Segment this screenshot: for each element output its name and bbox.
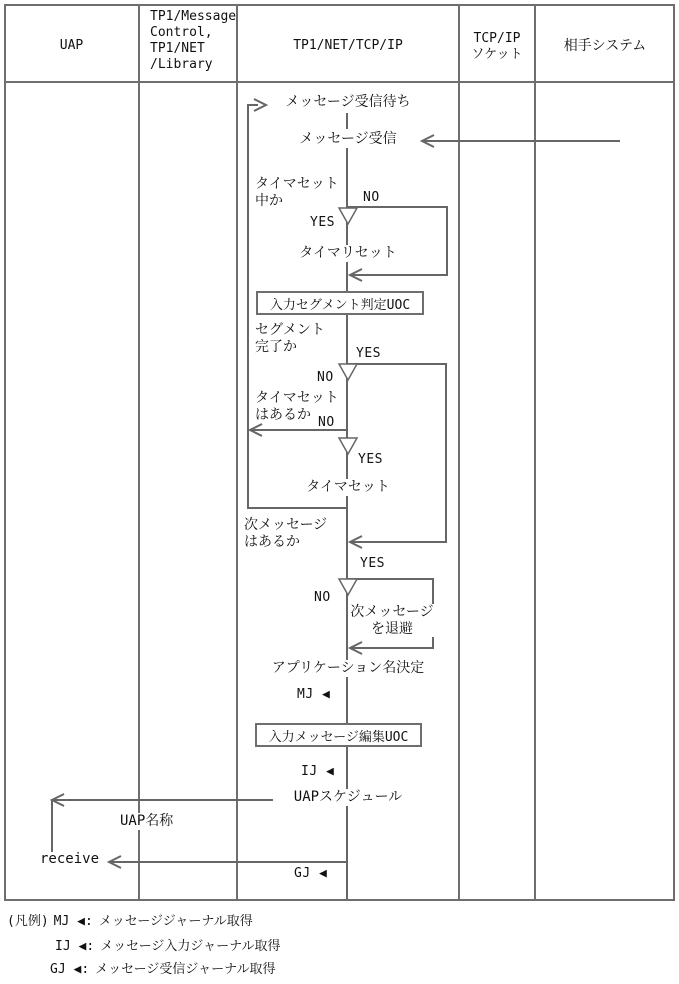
question-line: セグメント [255,322,325,338]
question-line: タイマセット [255,176,339,192]
label-uap-schedule: UAPスケジュール [291,789,405,806]
question-line: 次メッセージ [244,517,328,533]
legend-key: IJ ◀ [55,939,87,954]
label-mj-journal: MJ ◀ [297,687,331,702]
label-q-segment-done [255,322,325,356]
branch-line: を退避 [371,620,413,637]
label-timer-reset: タイマリセット [296,245,400,262]
legend-colon: : [86,939,95,954]
label-uap-name: UAP名称 [120,813,174,829]
legend-prefix: (凡例) [7,914,49,929]
column-header-uap: UAP [59,38,84,53]
header-line: ソケット [471,47,523,62]
header-line: TP1/Message [150,9,237,24]
legend-row [50,962,275,978]
question-line: はあるか [255,407,311,423]
merge-connector-icon [339,579,357,595]
header-line: Control, [150,25,213,40]
label-yes: YES [358,452,383,467]
label-yes: YES [356,346,381,361]
legend-colon: : [81,962,90,977]
column-header-tp1-net-tcpip: TP1/NET/TCP/IP [293,38,403,53]
label-q-next-msg [244,517,327,551]
label-no: NO [318,415,335,430]
merge-connector-icon [339,438,357,454]
column-header-tcpip-socket [461,31,533,63]
label-no: NO [363,190,380,205]
label-yes: YES [360,556,385,571]
header-line: TP1/NET [150,41,205,56]
label-no: NO [317,370,334,385]
column-header-partner-system: 相手システム [563,38,647,54]
legend-row [7,914,253,930]
uoc-box-edit: 入力メッセージ編集UOC [255,723,422,747]
legend-key: GJ ◀ [50,962,82,977]
merge-connector-icon [339,364,357,380]
label-msg-wait: メッセージ受信待ち [282,94,413,111]
label-no: NO [314,590,331,605]
label-yes: YES [310,215,335,230]
question-line: タイマセット [255,390,339,406]
legend-text: メッセージ入力ジャーナル取得 [100,939,281,954]
legend-text: メッセージジャーナル取得 [98,914,253,929]
label-q-timer-active [255,176,339,210]
header-line: /Library [150,57,213,72]
branch-line: 次メッセージ [350,604,434,620]
question-line: はあるか [244,534,300,550]
question-line: 中か [255,193,283,209]
column-header-tp1-library [150,9,236,73]
legend-colon: : [84,914,93,929]
label-timer-set: タイマセット [303,479,393,496]
label-app-name-decide: アプリケーション名決定 [269,660,428,677]
legend-key: MJ ◀ [53,914,85,929]
label-next-msg-save [349,604,435,637]
header-line: TCP/IP [473,31,521,46]
merge-connector-icon [339,208,357,224]
legend-text: メッセージ受信ジャーナル取得 [95,962,276,977]
label-msg-receive: メッセージ受信 [296,131,399,148]
legend-row [55,939,280,955]
uoc-box-segment: 入力セグメント判定UOC [256,291,424,315]
label-receive: receive [40,851,100,867]
label-gj-journal: GJ ◀ [294,866,328,881]
label-ij-journal: IJ ◀ [301,764,335,779]
no-branch-line [347,207,447,275]
question-line: 完了か [255,339,297,355]
